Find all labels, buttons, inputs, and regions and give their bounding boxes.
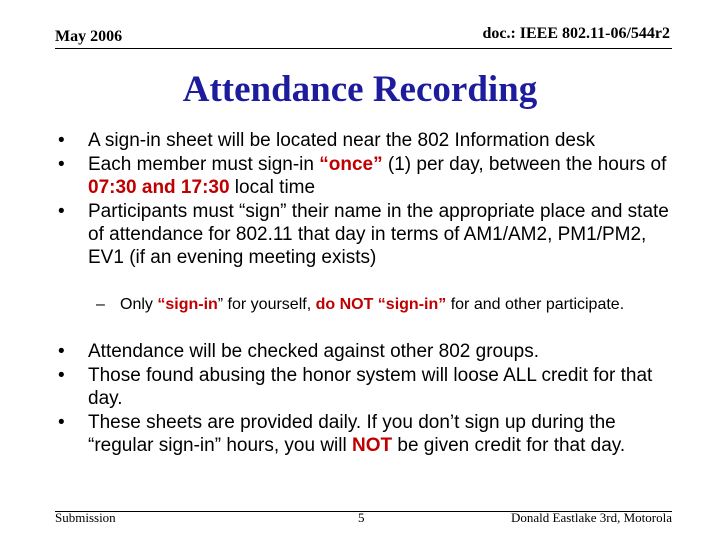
sub-bullet-text: Only xyxy=(120,296,158,313)
bullet-text: Each member must sign-in xyxy=(88,154,320,175)
bullet-text: local time xyxy=(229,177,316,198)
sub-bullet xyxy=(96,295,680,314)
dash-icon: – xyxy=(96,296,105,313)
header-date: May 2006 xyxy=(55,28,123,45)
bullet-dot-icon: • xyxy=(58,365,65,386)
emphasis-text: “once” xyxy=(319,154,383,175)
bullet-item xyxy=(58,340,678,363)
footer-author: Donald Eastlake 3rd, Motorola xyxy=(510,510,672,525)
bullet-text: (1) per day, between the hours of xyxy=(382,154,667,175)
bullet-text: A sign-in sheet will be located near the 802 Information desk xyxy=(88,130,595,151)
footer-page-number: 5 xyxy=(358,510,365,525)
emphasis-text: 07:30 and 17:30 xyxy=(88,177,230,198)
header-divider xyxy=(55,48,672,49)
bullet-text: These sheets are provided daily. If you don’t sign up during the “regular sign-in” hours, you will xyxy=(88,412,616,456)
sub-bullet-text: ” for yourself, xyxy=(217,296,316,313)
bullet-dot-icon: • xyxy=(58,412,65,433)
bullet-text: be given credit for that day. xyxy=(392,435,626,456)
bullet-dot-icon: • xyxy=(58,341,65,362)
bullet-list-bottom xyxy=(58,340,678,458)
header-doc-id: doc.: IEEE 802.11-06/544r2 xyxy=(482,25,670,42)
emphasis-text: do NOT “sign-in” xyxy=(315,296,447,313)
emphasis-text: “sign-in xyxy=(157,296,218,313)
bullet-item xyxy=(58,129,678,152)
bullet-item xyxy=(58,411,678,457)
bullet-list-top xyxy=(58,129,678,270)
footer-submission: Submission xyxy=(55,510,116,525)
sub-bullet-text: for and other participate. xyxy=(446,296,625,313)
bullet-dot-icon: • xyxy=(58,201,65,222)
bullet-item xyxy=(58,364,678,410)
slide-title: Attendance Recording xyxy=(182,69,538,110)
bullet-text: Attendance will be checked against other 802 groups. xyxy=(88,341,540,362)
bullet-item xyxy=(58,153,678,199)
bullet-text: Participants must “sign” their name in the appropriate place and state of attendance for 802.11 that day in terms of AM1/AM2, PM1/PM2, EV1 (if an evening meeting exists) xyxy=(88,201,669,268)
bullet-dot-icon: • xyxy=(58,130,65,151)
bullet-text: Those found abusing the honor system will loose ALL credit for that day. xyxy=(88,365,653,409)
bullet-dot-icon: • xyxy=(58,154,65,175)
emphasis-text: NOT xyxy=(352,435,393,456)
bullet-item xyxy=(58,200,678,269)
